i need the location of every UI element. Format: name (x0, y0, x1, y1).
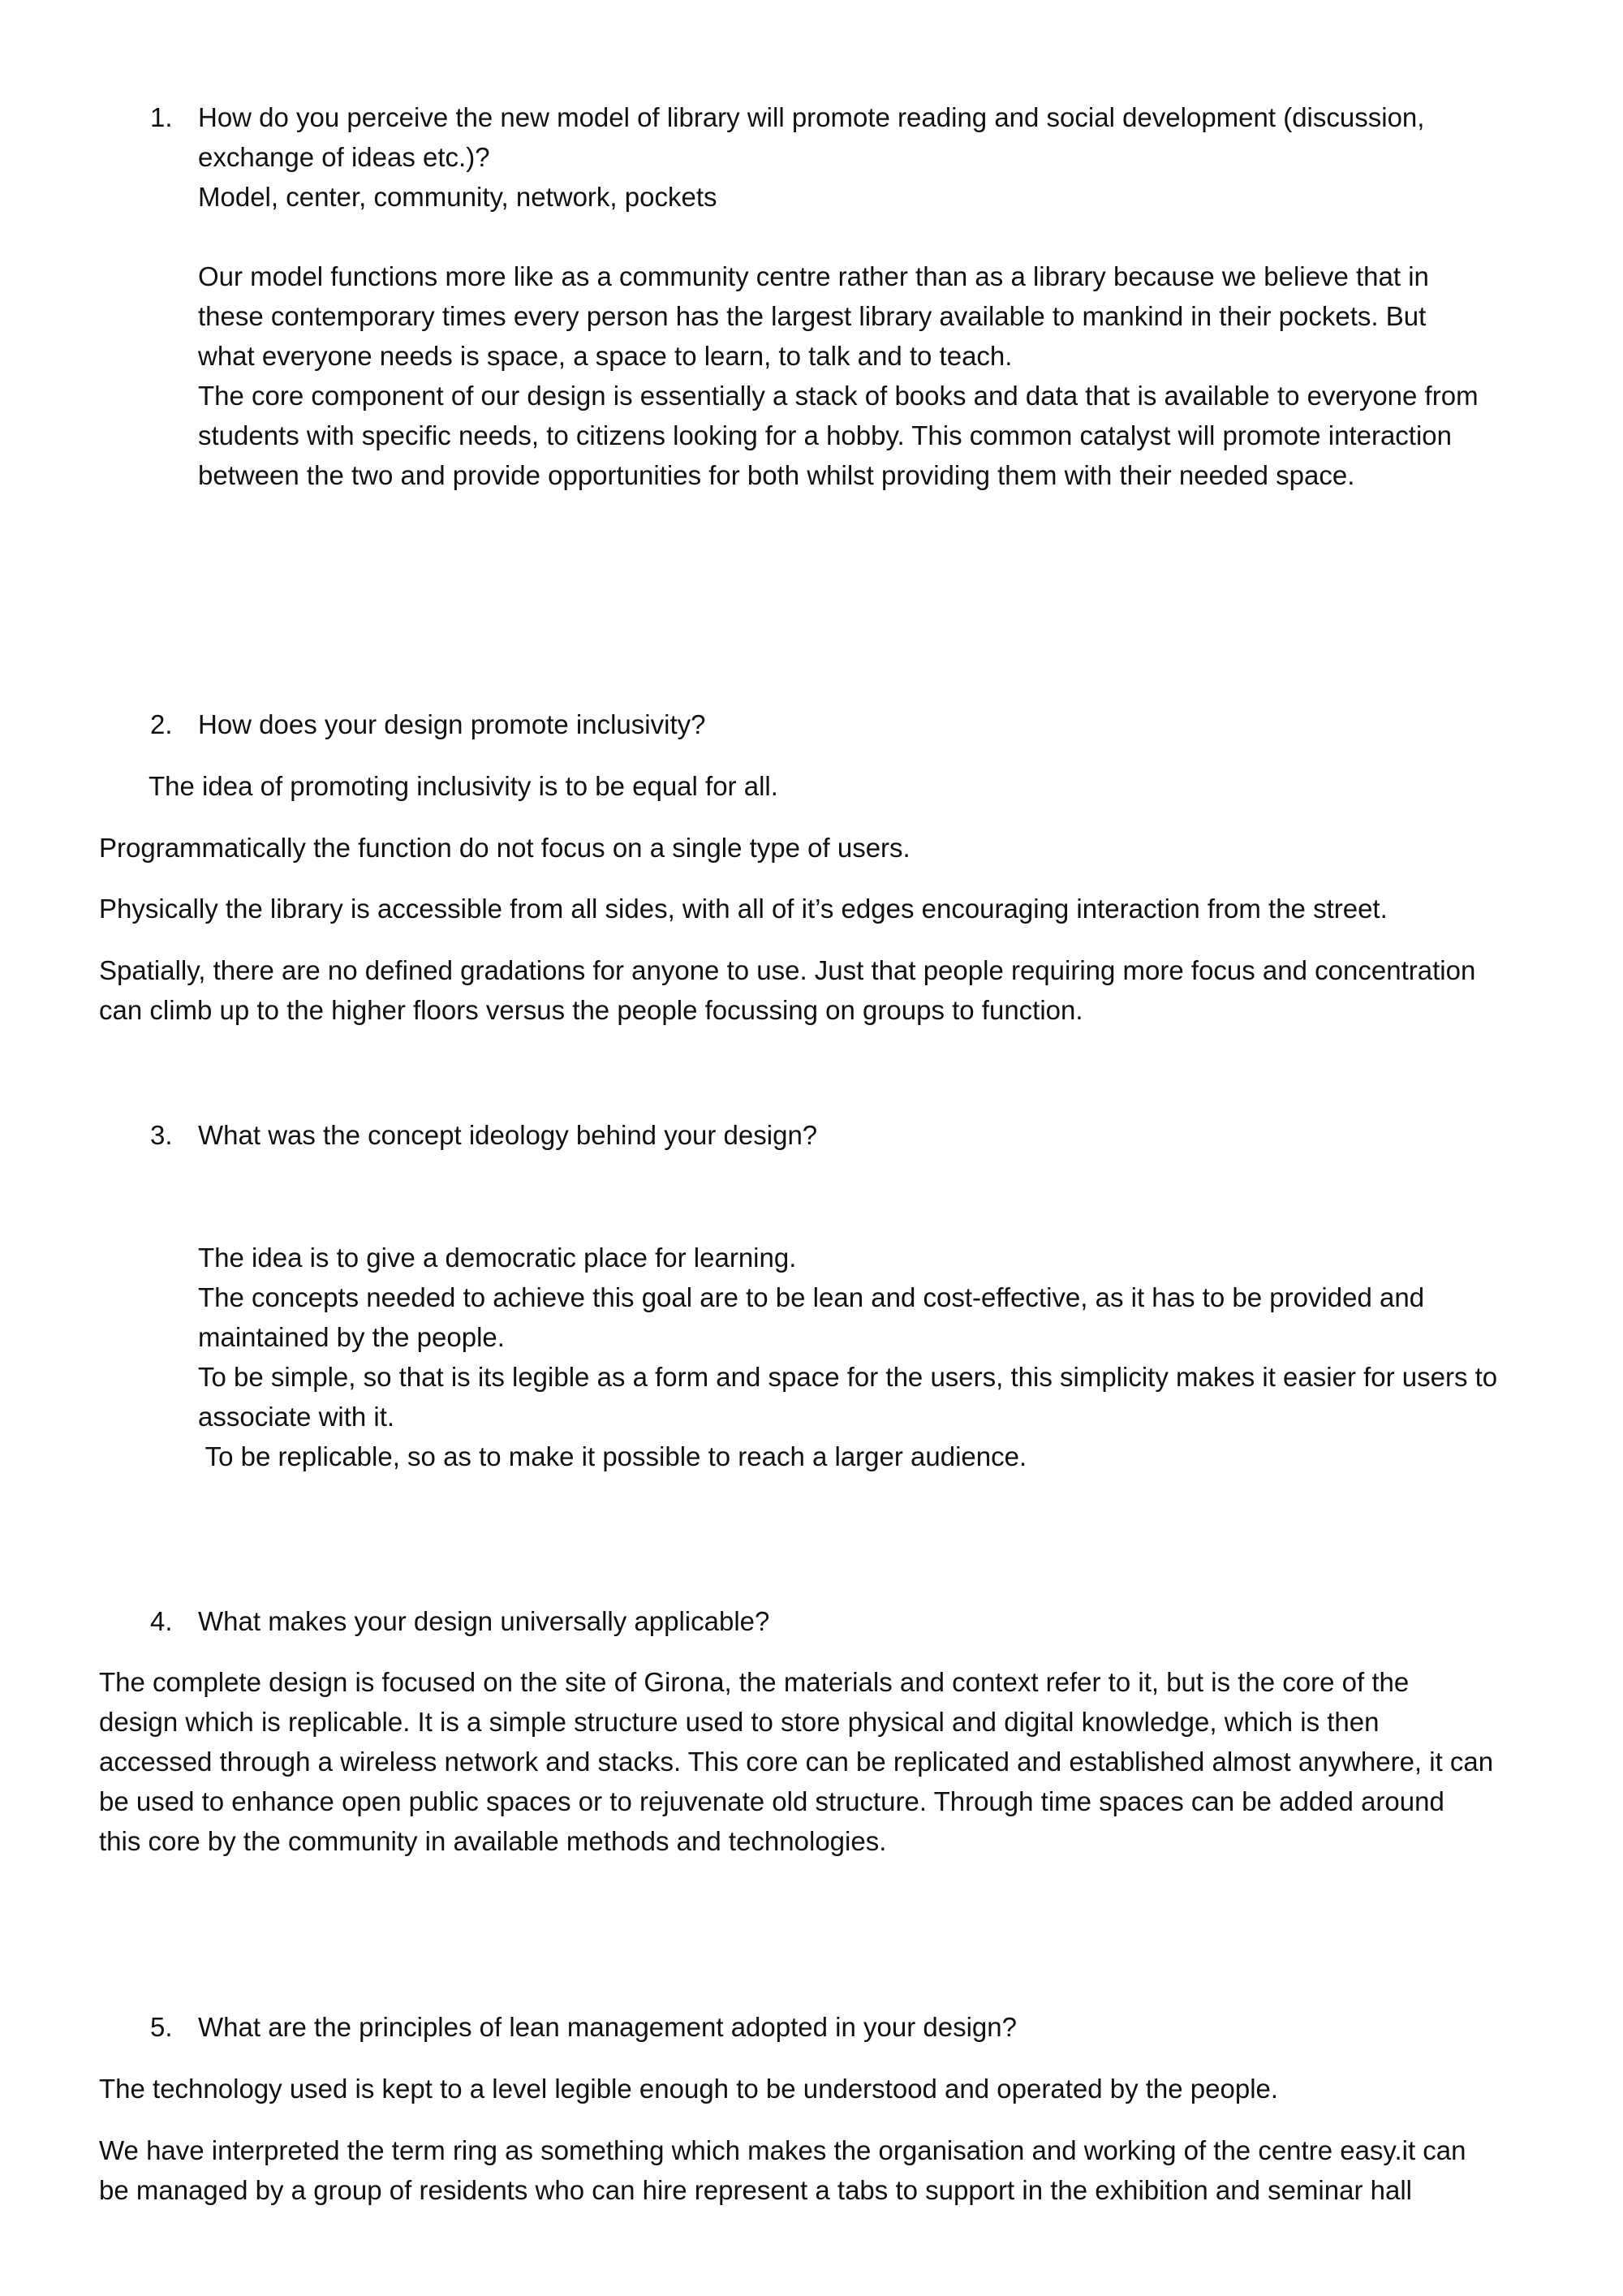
answer-4-line-1: The complete design is focused on the site of Girona, the materials and context refer to it, but is the core of the (99, 1667, 1410, 1697)
answer-1-line-5: students with specific needs, to citizens looking for a hobby. This common catalyst will promote interaction (198, 420, 1453, 450)
answer-3-line-5: associate with it. (198, 1402, 395, 1432)
question-1-line-1: How do you perceive the new model of library will promote reading and social development (discussion, (198, 102, 1425, 132)
question-1-text (198, 97, 1537, 217)
answer-3-line-2: The concepts needed to achieve this goal are to be lean and cost-effective, as it has to be provided and (198, 1282, 1425, 1312)
question-1-number: 1. (150, 102, 173, 132)
answer-2-p1-line: Programmatically the function do not focus on a single type of users. (99, 833, 911, 863)
answer-4-line-5: this core by the community in available methods and technologies. (99, 1826, 887, 1856)
question-2-line: How does your design promote inclusivity? (198, 709, 706, 739)
answer-5-p2-line-2: be managed by a group of residents who can hire represent a tabs to support in the exhibition and seminar hall (99, 2175, 1412, 2205)
answer-1-line-4: The core component of our design is essentially a stack of books and data that is available to everyone from (198, 381, 1479, 411)
question-1-line-2: exchange of ideas etc.)? (198, 142, 490, 172)
answer-4-line-4: be used to enhance open public spaces or to rejuvenate old structure. Through time spaces can be added around (99, 1786, 1444, 1816)
answer-2-intro-line: The idea of promoting inclusivity is to be equal for all. (149, 771, 778, 801)
answer-2-p2-line: Physically the library is accessible from all sides, with all of it’s edges encouraging interaction from the street. (99, 894, 1388, 924)
question-3-line: What was the concept ideology behind your design? (198, 1120, 818, 1150)
answer-1-line-6: between the two and provide opportunities for both whilst providing them with their needed space. (198, 460, 1355, 490)
answer-4-line-2: design which is replicable. It is a simple structure used to store physical and digital knowledge, which is then (99, 1707, 1380, 1737)
question-5-number: 5. (150, 2012, 173, 2042)
answer-3-line-1: The idea is to give a democratic place for learning. (198, 1243, 797, 1273)
answer-2-paragraph-2 (99, 889, 1543, 928)
answer-5-p2-line-1: We have interpreted the term ring as something which makes the organisation and working of the centre easy.it can (99, 2135, 1466, 2165)
question-1-keywords: Model, center, community, network, pockets (198, 182, 717, 212)
answer-3-line-4: To be simple, so that is its legible as a form and space for the users, this simplicity makes it easier for users to (198, 1362, 1498, 1392)
answer-4-line-3: accessed through a wireless network and stacks. This core can be replicated and established almost anywhere, it can (99, 1747, 1494, 1777)
answer-1-line-2: these contemporary times every person has the largest library available to mankind in their pockets. But (198, 301, 1427, 331)
answer-1 (198, 256, 1537, 495)
answer-2-p3-line-2: can climb up to the higher floors versus the people focussing on groups to function. (99, 995, 1083, 1025)
question-3-number: 3. (150, 1120, 173, 1150)
answer-1-line-3: what everyone needs is space, a space to learn, to talk and to teach. (198, 341, 1013, 371)
question-3-text (198, 1115, 1537, 1155)
answer-2-paragraph-3 (99, 950, 1543, 1030)
answer-3-line-6: To be replicable, so as to make it possible to reach a larger audience. (198, 1441, 1027, 1471)
answer-4 (99, 1662, 1543, 1861)
question-4-number: 4. (150, 1606, 173, 1636)
question-2-number: 2. (150, 709, 173, 739)
question-4-text (198, 1601, 1537, 1641)
answer-2-paragraph-1 (99, 828, 1543, 868)
question-5-line: What are the principles of lean management adopted in your design? (198, 2012, 1017, 2042)
answer-2-p3-line-1: Spatially, there are no defined gradations for anyone to use. Just that people requiring more focus and concentration (99, 955, 1476, 985)
question-2-text (198, 704, 1537, 744)
answer-2-intro (149, 766, 1528, 806)
answer-5-paragraph-2 (99, 2130, 1543, 2210)
answer-5-p1-line: The technology used is kept to a level legible enough to be understood and operated by the people. (99, 2074, 1279, 2104)
question-4-line: What makes your design universally applicable? (198, 1606, 770, 1636)
answer-3 (198, 1238, 1537, 1476)
answer-5-paragraph-1 (99, 2069, 1543, 2109)
answer-1-line-1: Our model functions more like as a community centre rather than as a library because we believe that in (198, 261, 1429, 291)
question-5-text (198, 2007, 1537, 2047)
answer-3-line-3: maintained by the people. (198, 1322, 505, 1352)
